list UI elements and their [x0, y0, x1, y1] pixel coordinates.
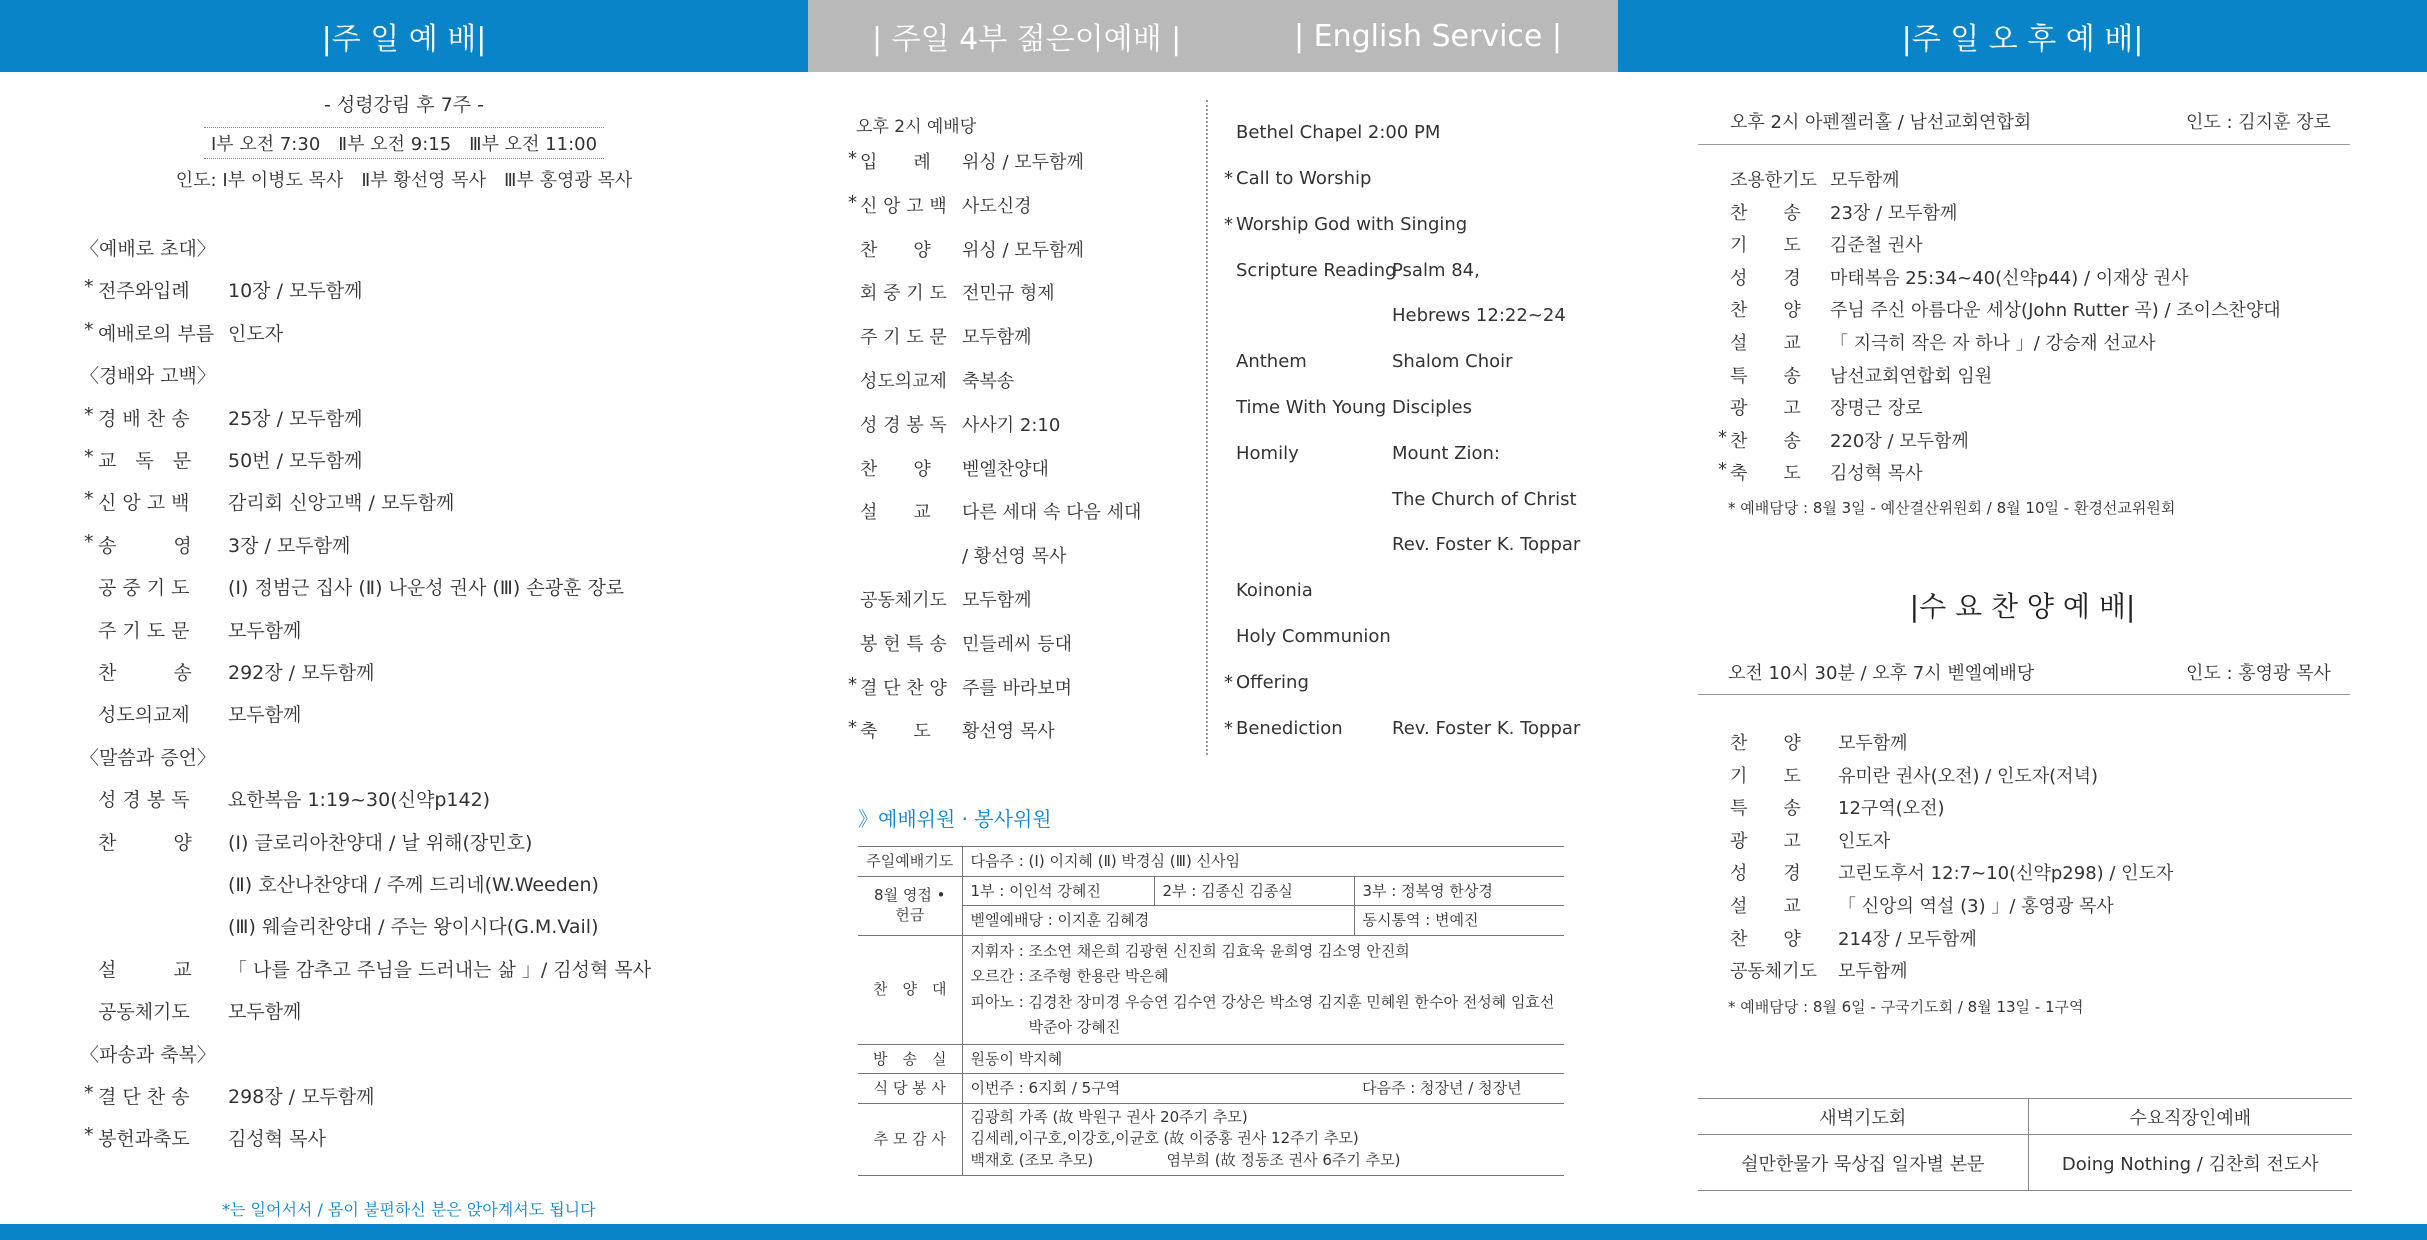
standing-mark: *: [84, 1082, 94, 1104]
item-value: 인도자: [1838, 830, 1891, 852]
divider: [1698, 694, 2350, 695]
list-item: [1730, 892, 2114, 918]
english-service-title: | English Service |: [1294, 18, 1563, 54]
item-value: 김성혁 목사: [228, 1128, 326, 1151]
item-label: 전주와입례: [98, 280, 190, 303]
table-row: [858, 876, 1564, 906]
item-value: 전민규 형제: [962, 283, 1055, 305]
standing-mark: *: [84, 446, 94, 468]
list-item: [84, 276, 363, 303]
item-value: 사도신경: [962, 195, 1032, 217]
english-place: Bethel Chapel 2:00 PM: [1236, 122, 1441, 143]
column-divider: [1206, 100, 1208, 755]
list-item: [1730, 957, 1908, 983]
item-label: 설 교: [860, 502, 931, 524]
list-item: [1730, 329, 2156, 355]
list-item: [84, 403, 363, 431]
standing-mark: *: [848, 673, 857, 695]
staff-label: 식 당 봉 사: [858, 1074, 962, 1104]
item-value: 50번 / 모두함께: [228, 450, 363, 472]
list-item: [1236, 626, 1392, 647]
staff-value: 원동이 박지혜: [962, 1044, 1564, 1074]
item-label: Offering: [1236, 671, 1309, 693]
list-item: [1718, 426, 1969, 453]
afternoon-service-title: |주 일 오 후 예 배|: [1901, 22, 2144, 57]
item-label: 성 경 봉 독: [98, 789, 190, 812]
list-item: [1730, 794, 1945, 820]
item-value: / 황선영 목사: [962, 546, 1067, 568]
item-label: 공동체기도: [98, 1001, 190, 1024]
item-label: [1236, 489, 1392, 510]
standing-mark: *: [1224, 717, 1233, 739]
item-label: 주 기 도 문: [98, 619, 190, 642]
item-label: Homily: [1236, 442, 1299, 464]
list-item: [1236, 397, 1472, 418]
item-value: 주를 바라보며: [962, 677, 1073, 699]
list-item: [84, 488, 455, 515]
item-label: 경 배 찬 송: [98, 407, 190, 430]
item-label: 찬 송: [1730, 430, 1801, 452]
standing-mark: *: [848, 191, 857, 213]
section-title: 〈파송과 축복〉: [80, 1043, 216, 1066]
list-item: [1236, 489, 1577, 510]
gray-header: [808, 0, 1618, 72]
item-label: 성도의교제: [860, 371, 947, 392]
item-value: 10장 / 모두함께: [228, 280, 363, 303]
list-item: [1730, 362, 1992, 388]
main-service-title: |주 일 예 배|: [321, 22, 487, 57]
item-value: 214장 / 모두함께: [1838, 928, 1977, 950]
item-label: Time With Young Disciples: [1236, 397, 1472, 418]
list-item: [860, 411, 1060, 437]
item-label: 설 교: [98, 958, 192, 981]
item-value: 김준철 권사: [1830, 235, 1923, 257]
item-label: 결 단 찬 양: [860, 677, 947, 699]
item-label: 찬 송: [1730, 202, 1801, 224]
standing-mark: *: [1224, 168, 1233, 189]
item-label: 회 중 기 도: [860, 283, 947, 305]
item-value: 위싱 / 모두함께: [962, 152, 1084, 173]
afternoon-note: * 예배담당 : 8월 3일 - 예산결산위원회 / 8월 10일 - 환경선교위원회: [1728, 499, 2176, 517]
item-value: 위싱 / 모두함께: [962, 239, 1084, 261]
standing-mark: *: [84, 318, 94, 341]
item-value: 황선영 목사: [962, 721, 1055, 743]
list-item: [98, 912, 598, 939]
young-service-title: | 주일 4부 젊은이예배 |: [872, 22, 1182, 57]
table-row: [858, 1044, 1564, 1074]
staff-value: 벧엘예배당 : 이지훈 김혜경: [962, 906, 1354, 936]
item-value: 모두함께: [228, 704, 302, 727]
item-value: 292장 / 모두함께: [228, 662, 375, 684]
staff-value: 염부희 (故 정동조 권사 6주기 추모): [1166, 1151, 1401, 1169]
standing-mark: *: [84, 403, 94, 426]
staff-label: 주일예배기도: [858, 847, 962, 877]
section-title: 〈경배와 고백〉: [80, 365, 216, 388]
standing-mark: *: [1224, 213, 1233, 235]
list-item: [1730, 166, 1900, 192]
item-value: 모두함께: [962, 327, 1032, 349]
item-value: 298장 / 모두함께: [228, 1086, 375, 1108]
item-value: 장명근 장로: [1830, 398, 1923, 420]
standing-mark: *: [1718, 459, 1727, 481]
list-item: [1236, 305, 1566, 326]
list-item: [1730, 264, 2188, 290]
list-item: [1236, 351, 1513, 372]
item-label: 공 중 기 도: [98, 577, 190, 600]
main-leaders: 인도: Ⅰ부 이병도 목사 Ⅱ부 황선영 목사 Ⅲ부 홍영광 목사: [175, 170, 633, 191]
table-row: [858, 1074, 1564, 1104]
item-label: [98, 870, 228, 897]
item-label: 기 도: [1730, 765, 1801, 787]
list-item: [1236, 443, 1500, 464]
table-cell: 쉴만한물가 묵상집 일자별 본문: [1698, 1135, 2028, 1191]
list-item: [84, 530, 351, 558]
item-value: 「 신앙의 역설 (3) 」/ 홍영광 목사: [1838, 896, 2114, 917]
wednesday-place: 오전 10시 30분 / 오후 7시 벧엘예배당: [1728, 663, 2035, 684]
main-times: Ⅰ부 오전 7:30 Ⅱ부 오전 9:15 Ⅲ부 오전 11:00: [204, 127, 604, 159]
item-label: Scripture Reading: [1236, 259, 1397, 281]
item-label: 주 기 도 문: [860, 327, 947, 349]
item-value: 남선교회연합회 임원: [1830, 365, 1993, 387]
item-value: 12구역(오전): [1838, 798, 1945, 820]
standing-mark: *: [84, 276, 94, 299]
list-item: [84, 1124, 326, 1151]
table-header: 수요직장인예배: [2028, 1099, 2352, 1135]
item-value: 유미란 권사(오전) / 인도자(저녁): [1838, 765, 2098, 787]
item-value: 인도자: [228, 322, 284, 345]
list-item: [98, 997, 301, 1024]
staff-value: 피아노 : 김경찬 장미경 우승연 김수연 강상은 박소영 김지훈 민혜원 한수아 전성혜 임효선: [970, 992, 1555, 1011]
item-label: 교 독 문: [98, 450, 192, 472]
staff-title: 》예배위원 · 봉사위원: [858, 807, 1052, 831]
item-value: 「 지극히 작은 자 하나 」/ 강승재 선교사: [1830, 333, 2156, 354]
list-item: [1730, 231, 1923, 257]
item-label: 공동체기도: [1730, 961, 1817, 983]
standing-mark: *: [84, 530, 94, 553]
item-label: 봉헌과축도: [98, 1128, 190, 1151]
standing-mark: *: [1224, 671, 1233, 693]
staff-label: 방 송 실: [858, 1044, 962, 1074]
list-item: [1236, 580, 1392, 601]
item-value: The Church of Christ: [1392, 488, 1577, 510]
item-value: 주님 주신 아름다운 세상(John Rutter 곡) / 조이스찬양대: [1830, 300, 2281, 322]
list-item: [1718, 459, 1923, 485]
wednesday-note: * 예배담당 : 8월 6일 - 구국기도회 / 8월 13일 - 1구역: [1728, 998, 2084, 1016]
list-item: [1730, 762, 2098, 788]
item-label: 특 송: [1730, 365, 1801, 387]
list-item: [1730, 199, 1957, 225]
list-item: [98, 828, 532, 855]
item-label: 신 앙 고 백: [98, 492, 190, 515]
item-label: 송 영: [98, 534, 192, 557]
item-value: (Ⅱ) 호산나찬양대 / 주께 드리네(W.Weeden): [228, 874, 599, 896]
list-item: [860, 367, 1014, 393]
item-value: 모두함께: [1830, 170, 1900, 191]
item-value: 김성혁 목사: [1830, 463, 1923, 485]
item-label: Benediction: [1236, 717, 1343, 739]
staff-value: 1부 : 이인석 강혜진: [962, 876, 1154, 906]
staff-value: 3부 : 정복영 한상경: [1354, 876, 1564, 906]
item-value: 모두함께: [228, 619, 302, 642]
wednesday-title: |수 요 찬 양 예 배|: [1909, 590, 2136, 623]
item-value: 감리회 신앙고백 / 모두함께: [228, 492, 455, 515]
list-item: [1730, 729, 1908, 755]
item-value: 「 나를 감추고 주님을 드러내는 삶 」/ 김성혁 목사: [228, 958, 652, 981]
item-label: Call to Worship: [1236, 168, 1372, 189]
wednesday-leader: 인도 : 홍영광 목사: [2186, 663, 2331, 684]
item-label: [98, 912, 228, 939]
item-label: 조용한기도: [1730, 170, 1817, 191]
list-item: [1224, 168, 1392, 189]
item-value: 3장 / 모두함께: [228, 534, 351, 557]
staff-value: 다음주 : (Ⅰ) 이지혜 (Ⅱ) 박경심 (Ⅲ) 신사임: [962, 847, 1564, 877]
item-value: 모두함께: [228, 1001, 302, 1024]
afternoon-service-header: [1618, 0, 2427, 72]
item-value: 요한복음 1:19~30(신약p142): [228, 789, 491, 812]
item-label: 찬 양: [1730, 733, 1801, 754]
section-title: 〈말씀과 증언〉: [80, 746, 216, 769]
item-value: Shalom Choir: [1392, 351, 1513, 373]
staff-label: 8월 영접 • 헌금: [858, 876, 962, 935]
item-label: 찬 양: [1730, 300, 1801, 322]
staff-value: 오르간 : 조주형 한용란 박은혜: [970, 967, 1169, 985]
list-item: [860, 323, 1032, 349]
afternoon-leader: 인도 : 김지훈 장로: [2186, 112, 2331, 133]
list-item: [860, 455, 1049, 481]
item-value: 벧엘찬양대: [962, 458, 1049, 480]
list-item: [1730, 859, 2173, 885]
staff-value: 동시통역 : 변예진: [1354, 906, 1564, 936]
afternoon-place: 오후 2시 아펜젤러홀 / 남선교회연합회: [1730, 112, 2032, 133]
item-label: 축 도: [1730, 463, 1801, 485]
item-label: Anthem: [1236, 351, 1307, 373]
item-label: 성 경: [1730, 863, 1801, 885]
table-row: [858, 1103, 1564, 1175]
item-label: 찬 양: [860, 239, 931, 261]
list-item: [84, 446, 363, 473]
item-value: 사사기 2:10: [962, 414, 1061, 436]
table-cell: Doing Nothing / 김찬희 전도사: [2028, 1135, 2352, 1191]
item-value: 25장 / 모두함께: [228, 407, 363, 430]
list-item: [848, 717, 1055, 743]
item-label: 성 경: [1730, 267, 1801, 289]
staff-label: 추 모 감 사: [858, 1103, 962, 1175]
item-value: Psalm 84,: [1392, 259, 1480, 281]
list-item: [98, 573, 624, 600]
list-item: [84, 318, 284, 346]
list-item: [98, 658, 375, 685]
item-label: 축 도: [860, 721, 931, 743]
item-label: 결 단 찬 송: [98, 1086, 190, 1108]
divider: [1698, 144, 2350, 145]
item-value: 모두함께: [1838, 961, 1908, 983]
list-item: [98, 955, 651, 982]
list-item: [860, 236, 1084, 262]
list-item: [98, 700, 301, 727]
item-label: 봉 헌 특 송: [860, 633, 947, 655]
item-label: 찬 양: [860, 458, 931, 480]
list-item: [860, 630, 1072, 656]
item-label: 광 고: [1730, 398, 1801, 420]
table-row: [1698, 1135, 2352, 1191]
list-item: [860, 279, 1055, 305]
item-label: 신 앙 고 백: [860, 195, 947, 217]
list-item: [860, 542, 1066, 568]
item-value: 고린도후서 12:7~10(신약p298) / 인도자: [1838, 863, 2174, 885]
item-label: [1236, 305, 1392, 326]
list-item: [848, 148, 1084, 174]
item-value: 다른 세대 속 다음 세대: [962, 502, 1142, 524]
list-item: [860, 498, 1141, 524]
standing-mark: *: [84, 1124, 94, 1147]
item-value: 220장 / 모두함께: [1830, 430, 1969, 452]
list-item: [1224, 717, 1581, 739]
item-label: [860, 542, 962, 568]
staff-value: 박준아 강혜진: [1028, 1018, 1121, 1036]
staff-value: 이번주 : 6지회 / 5구역: [962, 1074, 1354, 1104]
item-label: 기 도: [1730, 235, 1801, 257]
list-item: [1730, 296, 2281, 322]
list-item: [1236, 534, 1580, 555]
standing-mark: *: [848, 148, 857, 169]
item-label: 찬 양: [98, 831, 192, 854]
item-label: 찬 양: [1730, 928, 1801, 950]
item-label: 예배로의 부름: [98, 322, 215, 345]
item-value: (Ⅲ) 웨슬리찬양대 / 주는 왕이시다(G.M.Vail): [228, 916, 599, 939]
list-item: [848, 191, 1032, 218]
staff-table: [858, 846, 1564, 1176]
item-value: Hebrews 12:22~24: [1392, 305, 1566, 327]
item-value: 모두함께: [1838, 733, 1908, 754]
item-label: 공동체기도: [860, 590, 947, 611]
bottom-bar: [0, 1224, 2427, 1240]
table-header: 새벽기도회: [1698, 1099, 2028, 1135]
item-value: 민들레씨 등대: [962, 633, 1073, 655]
staff-label: 찬 양 대: [858, 935, 962, 1044]
standing-footnote: *는 일어서서 / 몸이 불편하신 분은 앉아계셔도 됩니다: [222, 1200, 596, 1219]
bottom-table: [1698, 1098, 2352, 1191]
staff-value: 다음주 : 청장년 / 청장년: [1354, 1074, 1564, 1104]
list-item: [860, 586, 1032, 612]
item-value: 축복송: [962, 371, 1015, 392]
list-item: [98, 870, 599, 897]
item-label: 입 례: [860, 152, 931, 173]
staff-value: 김광희 가족 (故 박원구 권사 20주기 추모): [970, 1107, 1248, 1126]
staff-value: 백재호 (조모 추모): [970, 1151, 1094, 1169]
item-value: 23장 / 모두함께: [1830, 202, 1958, 224]
item-label: Koinonia: [1236, 580, 1313, 602]
list-item: [1224, 213, 1468, 235]
item-label: 광 고: [1730, 830, 1801, 852]
main-subtitle: - 성령강림 후 7주 -: [323, 94, 485, 116]
table-row: [1698, 1099, 2352, 1135]
main-service-header: [0, 0, 808, 72]
list-item: [98, 616, 301, 643]
item-label: Worship God with Singing: [1236, 213, 1468, 235]
list-item: [1730, 827, 1890, 853]
item-label: 특 송: [1730, 798, 1801, 820]
list-item: [848, 673, 1073, 700]
staff-value: 2부 : 김종신 김종실: [1154, 876, 1354, 906]
item-label: 성도의교제: [98, 704, 190, 727]
staff-value: 지휘자 : 조소연 채은희 김광현 신진희 김효욱 윤희영 김소영 안진희: [970, 941, 1410, 960]
item-value: Mount Zion:: [1392, 442, 1500, 464]
item-label: Holy Communion: [1236, 626, 1391, 647]
table-row: [858, 847, 1564, 877]
standing-mark: *: [84, 488, 94, 511]
list-item: [1224, 671, 1392, 693]
item-value: Rev. Foster K. Toppar: [1392, 717, 1581, 739]
standing-mark: *: [848, 717, 857, 739]
table-row: [858, 906, 1564, 936]
item-label: 찬 송: [98, 662, 192, 684]
item-label: 성 경 봉 독: [860, 414, 947, 436]
young-place: 오후 2시 예배당: [856, 117, 977, 137]
item-label: [1236, 534, 1392, 555]
list-item: [1730, 394, 1923, 420]
list-item: [84, 1082, 375, 1109]
item-value: Rev. Foster K. Toppar: [1392, 534, 1581, 556]
item-value: 모두함께: [962, 590, 1032, 611]
staff-value: 김세레,이구호,이강호,이균호 (故 이중홍 권사 12주기 추모): [970, 1129, 1359, 1148]
table-row: [858, 935, 1564, 1044]
item-value: (Ⅰ) 정범근 집사 (Ⅱ) 나운성 권사 (Ⅲ) 손광훈 장로: [228, 577, 625, 600]
section-title: 〈예배로 초대〉: [80, 238, 216, 260]
list-item: [1730, 925, 1977, 951]
item-label: 설 교: [1730, 896, 1801, 917]
item-value: 마태복음 25:34~40(신약p44) / 이재상 권사: [1830, 267, 2189, 289]
item-value: (Ⅰ) 글로리아찬양대 / 날 위해(장민호): [228, 831, 533, 854]
standing-mark: *: [1718, 426, 1727, 448]
item-label: 설 교: [1730, 333, 1801, 354]
list-item: [1236, 260, 1480, 281]
list-item: [98, 785, 490, 812]
